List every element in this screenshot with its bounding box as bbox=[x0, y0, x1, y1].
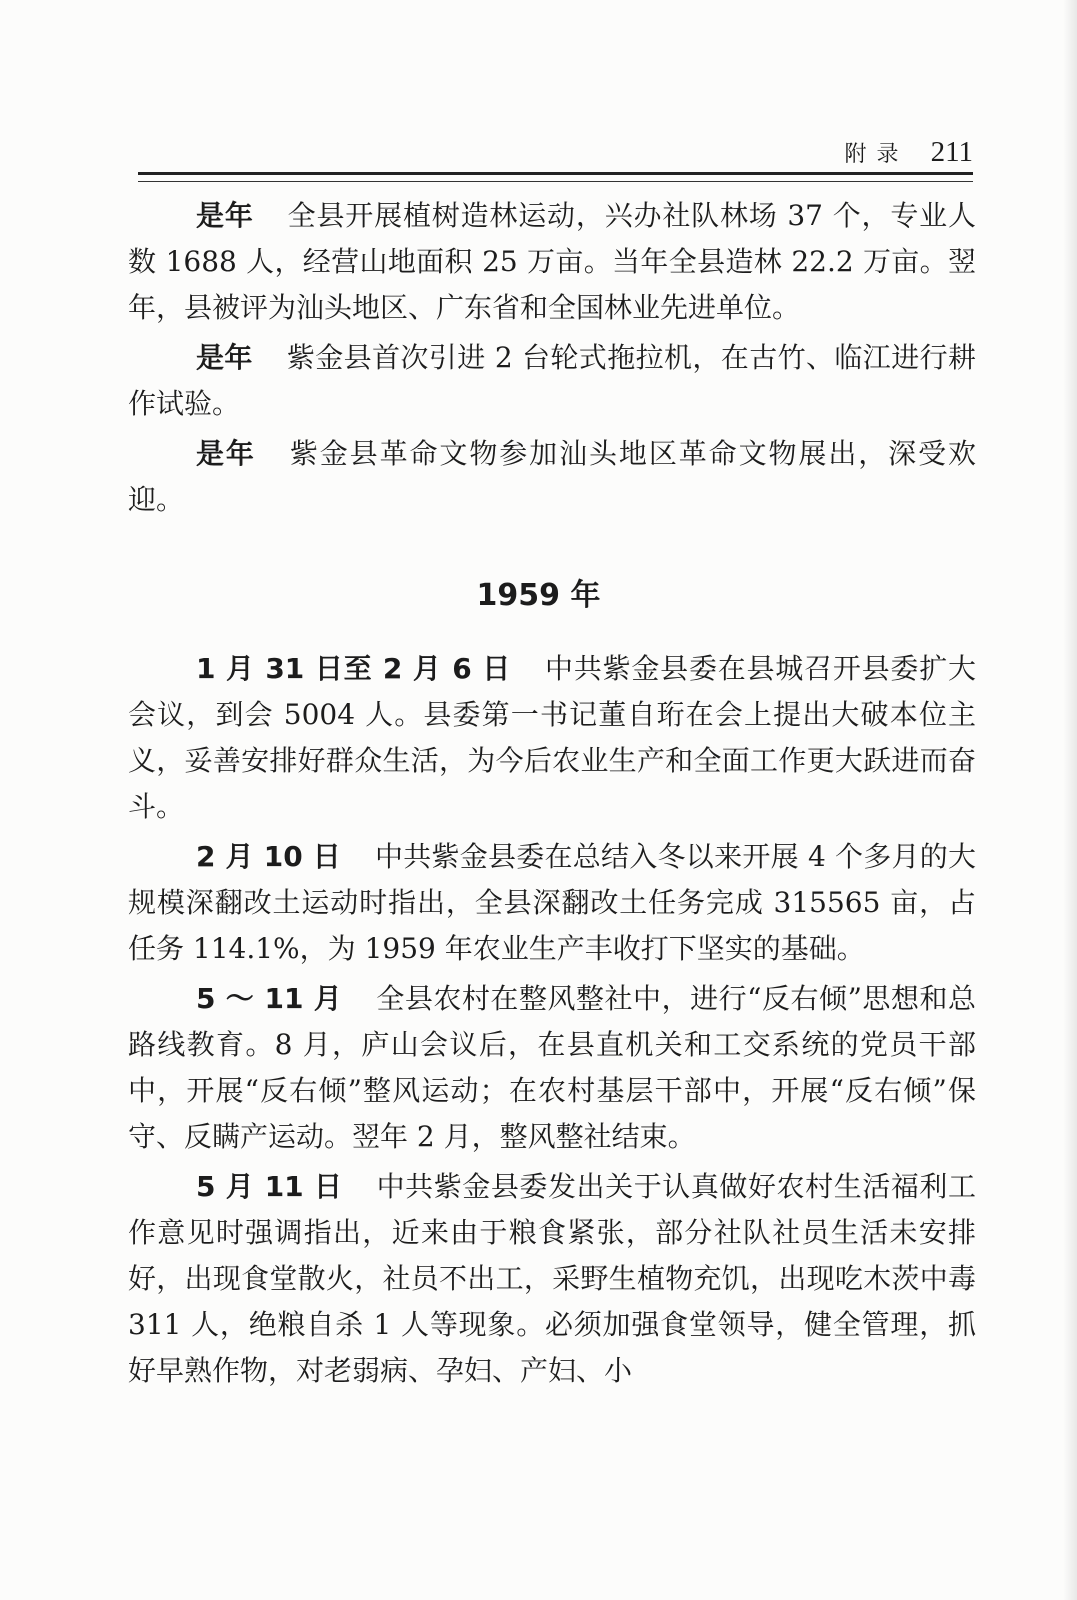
chronicle-entry bbox=[128, 193, 976, 331]
entries-1958 bbox=[128, 193, 976, 527]
entry-text: 全县开展植树造林运动，兴办社队林场 37 个，专业人数 1688 人，经营山地面积 25 万亩。当年全县造林 22.2 万亩。翌年，县被评为汕头地区、广东省和全国林业先进单位。 bbox=[128, 199, 976, 324]
entry-text: 中共紫金县委在总结入冬以来开展 4 个多月的大规模深翻改土运动时指出，全县深翻改土任务完成 315565 亩，占任务 114.1%，为 1959 年农业生产丰收打下坚实的基础。 bbox=[128, 840, 976, 965]
chronicle-entry bbox=[128, 431, 976, 523]
entry-text: 中共紫金县委在县城召开县委扩大会议，到会 5004 人。县委第一书记董自珩在会上提出大破本位主义，妥善安排好群众生活，为今后农业生产和全面工作更大跃进而奋斗。 bbox=[128, 652, 976, 823]
chronicle-entry bbox=[128, 335, 976, 427]
running-head bbox=[845, 136, 973, 169]
entry-date: 5 ～ 11 月 bbox=[196, 982, 343, 1015]
entry-date: 是年 bbox=[196, 199, 254, 232]
entry-text: 紫金县首次引进 2 台轮式拖拉机，在古竹、临江进行耕作试验。 bbox=[128, 341, 976, 420]
year-heading: 1959 年 bbox=[476, 578, 601, 613]
entry-date: 是年 bbox=[196, 341, 253, 374]
chronicle-entry bbox=[128, 646, 976, 830]
entry-text: 全县农村在整风整社中，进行“反右倾”思想和总路线教育。8 月，庐山会议后，在县直机关和工交系统的党员干部中，开展“反右倾”整风运动；在农村基层干部中，开展“反右倾”保守、反瞒产运动。翌年 2 月，整风整社结束。 bbox=[128, 982, 976, 1153]
header-rule-thin bbox=[138, 181, 973, 182]
entry-text: 紫金县革命文物参加汕头地区革命文物展出，深受欢迎。 bbox=[128, 437, 976, 516]
page-edge-shadow bbox=[1063, 0, 1077, 1600]
header-rule-thick bbox=[138, 172, 973, 175]
entry-date: 1 月 31 日至 2 月 6 日 bbox=[196, 652, 512, 685]
entry-date: 是年 bbox=[196, 437, 256, 470]
chronicle-entry bbox=[128, 976, 976, 1160]
page-number: 211 bbox=[930, 136, 973, 168]
entry-date: 5 月 11 日 bbox=[196, 1170, 343, 1203]
entry-text: 中共紫金县委发出关于认真做好农村生活福利工作意见时强调指出，近来由于粮食紧张，部分社队社员生活未安排好，出现食堂散火，社员不出工，采野生植物充饥，出现吃木茨中毒 311 人，绝粮自杀 1 人等现象。必须加强食堂领导，健全管理，抓好早熟作物，对老弱病、孕妇、产妇、小 bbox=[128, 1170, 976, 1387]
chronicle-entry bbox=[128, 1164, 976, 1394]
entries-1959 bbox=[128, 646, 976, 1398]
entry-date: 2 月 10 日 bbox=[196, 840, 341, 873]
section-label: 附录 bbox=[844, 142, 909, 167]
chronicle-entry bbox=[128, 834, 976, 972]
